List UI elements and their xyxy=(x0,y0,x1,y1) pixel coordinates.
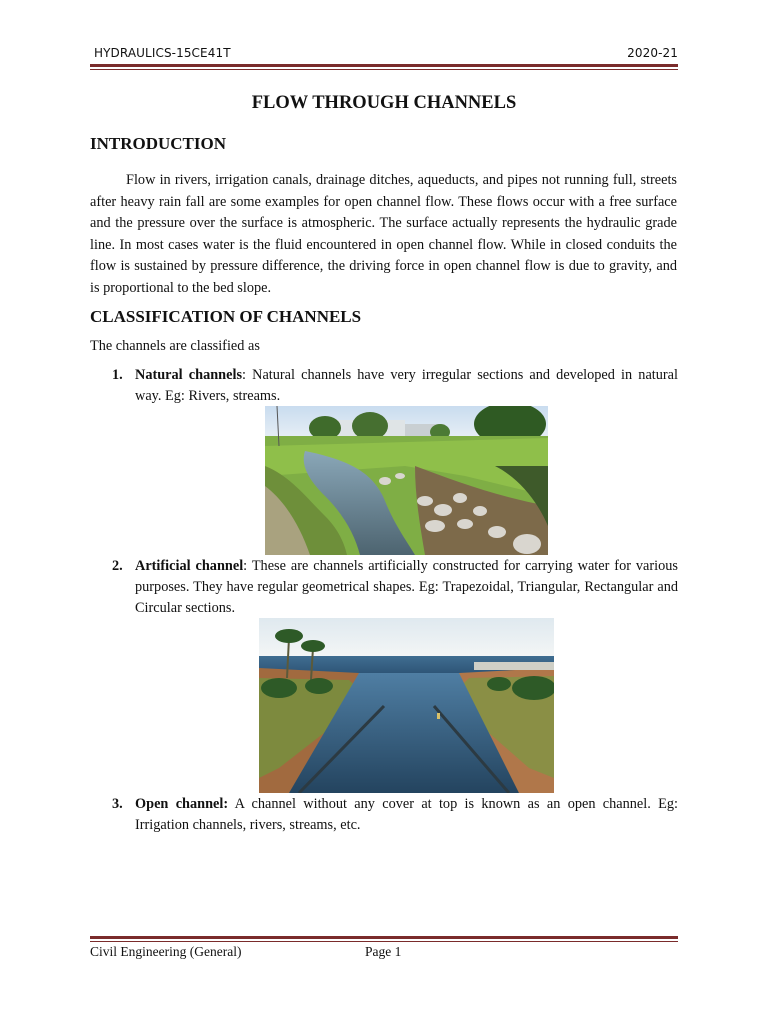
list-term: Open channel: xyxy=(135,796,229,812)
list-item-open-channel xyxy=(90,794,678,836)
list-number: 2. xyxy=(112,558,123,574)
header-rule-thin xyxy=(90,69,678,70)
list-text: A channel without any cover at top is known as an open channel. Eg: Irrigation channels, rivers, streams, etc. xyxy=(135,796,679,833)
list-term: Natural channels xyxy=(135,367,243,383)
list-text: These are channels artificially constructed for carrying water for various purposes. They have regular geometrical shapes. Eg: Trapezoidal, Triangular, Rectangular and Circular sections. xyxy=(135,558,678,616)
header-course-code: HYDRAULICS-15CE41T xyxy=(94,46,231,60)
footer-rule-thin xyxy=(90,941,678,942)
footer-page-number: Page 1 xyxy=(365,944,402,959)
footer-rule-thick xyxy=(90,936,678,939)
classification-heading: CLASSIFICATION OF CHANNELS xyxy=(90,307,362,326)
header-rule-thick xyxy=(90,64,678,67)
footer-department: Civil Engineering (General) xyxy=(90,944,242,959)
list-term: Artificial channel xyxy=(135,558,244,574)
natural-channel-photo xyxy=(265,406,548,555)
introduction-paragraph: Flow in rivers, irrigation canals, drainage ditches, aqueducts, and pipes not running full, streets after heavy rain fall are some examples for open channel flow. These flows occur with a free surface and the pressure over the surface is atmospheric. The surface actually represents the hydraulic grade line. In most cases water is the fluid encountered in open channel flow. While in closed conduits the flow is sustained by pressure difference, the driving force in open channel flow is due to gravity, and is proportional to the bed slope. xyxy=(90,172,677,296)
introduction-heading: INTRODUCTION xyxy=(90,134,227,153)
artificial-channel-photo xyxy=(259,618,554,793)
list-item-artificial-channel xyxy=(90,556,678,619)
header-year: 2020-21 xyxy=(627,46,678,60)
list-number: 1. xyxy=(112,367,123,383)
list-separator: : xyxy=(242,367,246,383)
classification-lead: The channels are classified as xyxy=(90,338,260,354)
list-item-natural-channels xyxy=(90,365,678,407)
list-text: Natural channels have very irregular sections and developed in natural way. Eg: Rivers, streams. xyxy=(135,367,678,404)
page-title: FLOW THROUGH CHANNELS xyxy=(251,93,517,113)
list-number: 3. xyxy=(112,796,123,812)
list-separator: : xyxy=(243,558,248,574)
